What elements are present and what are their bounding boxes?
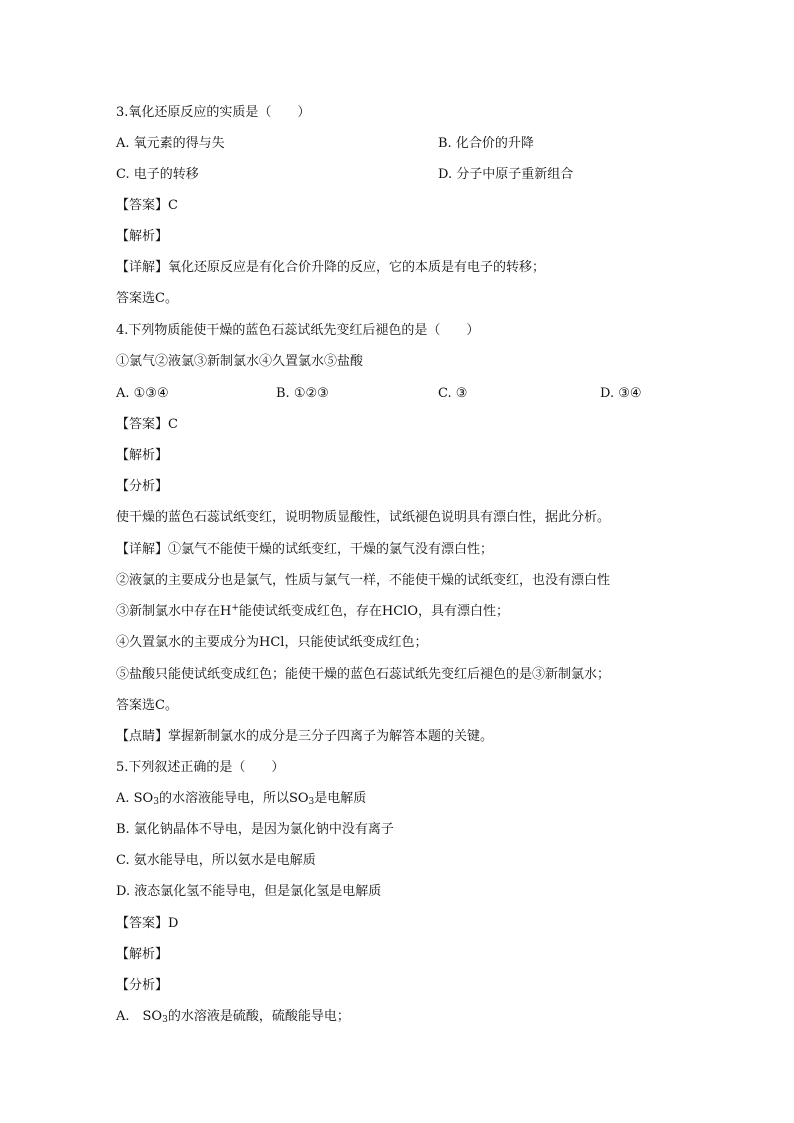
q3-analysis-label: 【解析】 (116, 229, 169, 244)
q4-detail-1: 【详解】①氯气不能使干燥的试纸变红，干燥的氯气没有漂白性； (116, 542, 494, 557)
q4-option-d: D. ③④ (600, 386, 642, 401)
q5-fenxi-a: A. $SO_3$的水溶液是硫酸，硫酸能导电； (116, 1009, 350, 1025)
q4-detail-4: ④久置氯水的主要成分为HCl，只能使试纸变成红色； (116, 635, 428, 650)
q4-fenxi-label: 【分析】 (116, 479, 169, 494)
q4-stem: 4.下列物质能使干燥的蓝色石蕊试纸先变红后褪色的是（ ） (116, 323, 480, 338)
q5-option-c: C. 氨水能导电，所以氨水是电解质 (116, 853, 316, 868)
q5-analysis-label: 【解析】 (116, 947, 169, 962)
q3-detail: 【详解】氧化还原反应是有化合价升降的反应，它的本质是有电子的转移； (116, 260, 546, 275)
q4-option-a: A. ①③④ (116, 386, 169, 401)
q3-option-b: B. 化合价的升降 (438, 136, 534, 151)
q5-option-a: A. $SO_3$的水溶液能导电，所以$SO_3$是电解质 (116, 791, 367, 807)
q4-detail-5: ⑤盐酸只能使试纸变成红色；能使干燥的蓝色石蕊试纸先变红后褪色的是③新制氯水； (116, 667, 611, 682)
q3-option-d: D. 分子中原子重新组合 (438, 167, 574, 182)
q4-conclusion: 答案选C。 (116, 698, 178, 713)
q5-option-d: D. 液态氯化氢不能导电，但是氯化氢是电解质 (116, 884, 382, 899)
q5-option-b: B. 氯化钠晶体不导电，是因为氯化钠中没有离子 (116, 822, 394, 837)
q3-conclusion: 答案选C。 (116, 291, 178, 306)
q4-detail-3: ③新制氯水中存在H+能使试纸变成红色，存在HClO，具有漂白性； (116, 603, 509, 619)
q4-dianjing: 【点睛】掌握新制氯水的成分是三分子四离子为解答本题的关键。 (116, 729, 494, 744)
q5-fenxi-label: 【分析】 (116, 978, 169, 993)
q4-analysis-label: 【解析】 (116, 448, 169, 463)
q4-detail-2: ②液氯的主要成分也是氯气，性质与氯气一样，不能使干燥的试纸变红，也没有漂白性 (116, 573, 611, 588)
q3-option-a: A. 氧元素的得与失 (116, 136, 225, 151)
q3-stem: 3.氧化还原反应的实质是（ ） (116, 105, 311, 120)
q4-fenxi: 使干燥的蓝色石蕊试纸变红，说明物质显酸性，试纸褪色说明具有漂白性，据此分析。 (116, 510, 611, 525)
q4-answer: 【答案】C (116, 417, 178, 432)
q3-answer: 【答案】C (116, 198, 178, 213)
q4-items: ①氯气②液氯③新制氯水④久置氯水⑤盐酸 (116, 354, 364, 369)
q4-option-c: C. ③ (438, 386, 468, 401)
q5-answer: 【答案】D (116, 916, 179, 931)
q3-option-c: C. 电子的转移 (116, 167, 199, 182)
q5-stem: 5.下列叙述正确的是（ ） (116, 760, 285, 775)
q4-option-b: B. ①②③ (276, 386, 329, 401)
